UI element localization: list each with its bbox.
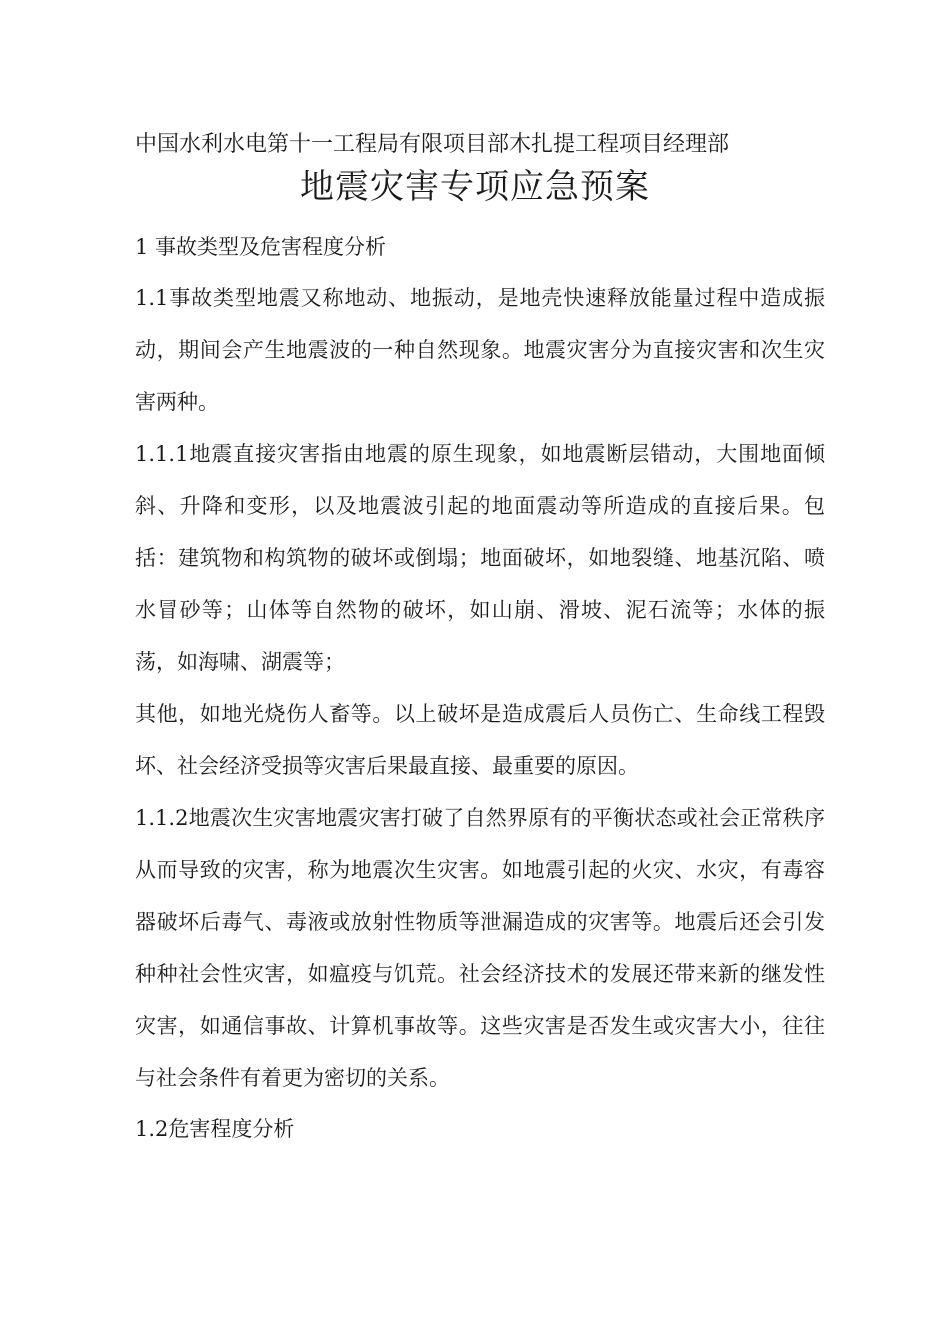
section-heading-1-2: 1.2危害程度分析: [135, 1117, 295, 1141]
paragraph-1-1-1: 1.1.1地震直接灾害指由地震的原生现象，如地震断层错动，大围地面倾斜、升降和变形，以及地震波引起的地面震动等所造成的直接后果。包括：建筑物和构筑物的破坏或倒塌；地面破坏，如地裂缝、地基沉陷、喷水冒砂等；山体等自然物的破坏，如山崩、滑坡、泥石流等；水体的振荡，如海啸、湖震等；: [135, 442, 825, 674]
document-title: 地震灾害专项应急预案: [300, 167, 650, 207]
paragraph-1-1: 1.1事故类型地震又称地动、地振动，是地壳快速释放能量过程中造成振动，期间会产生地震波的一种自然现象。地震灾害分为直接灾害和次生灾害两种。: [135, 286, 825, 414]
organization-line: 中国水利水电第十一工程局有限项目部木扎提工程项目经理部: [135, 132, 730, 157]
paragraph-other: 其他，如地光烧伤人畜等。以上破坏是造成震后人员伤亡、生命线工程毁坏、社会经济受损等灾害后果最直接、最重要的原因。: [135, 702, 825, 778]
paragraph-1-1-2: 1.1.2地震次生灾害地震灾害打破了自然界原有的平衡状态或社会正常秩序从而导致的灾害，称为地震次生灾害。如地震引起的火灾、水灾，有毒容器破坏后毒气、毒液或放射性物质等泄漏造成的灾害等。地震后还会引发种种社会性灾害，如瘟疫与饥荒。社会经济技术的发展还带来新的继发性灾害，如通信事故、计算机事故等。这些灾害是否发生或灾害大小，往往与社会条件有着更为密切的关系。: [135, 806, 825, 1090]
section-heading-1: 1 事故类型及危害程度分析: [135, 235, 387, 259]
